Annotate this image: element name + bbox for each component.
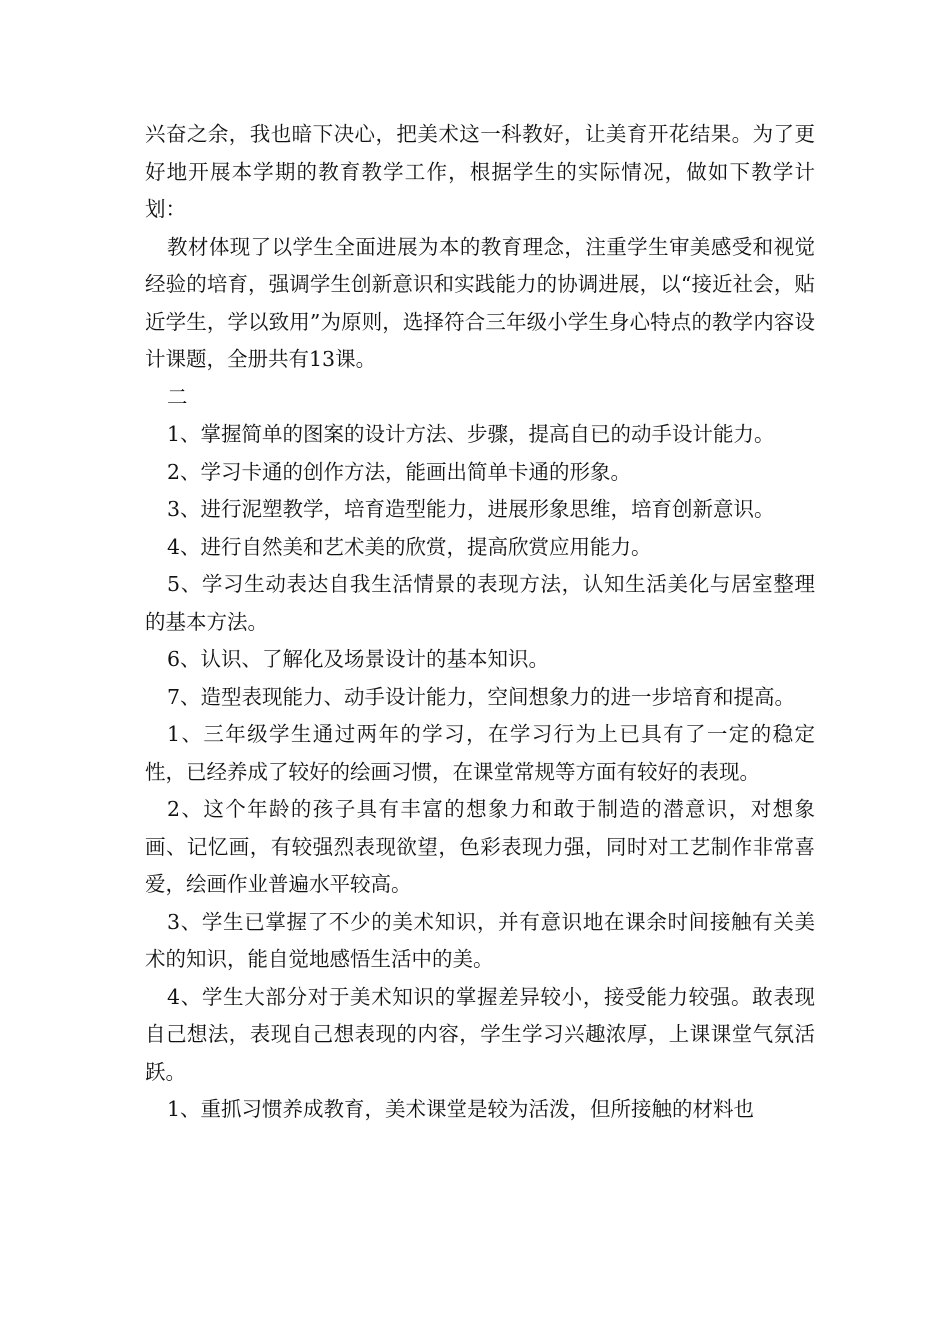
document-page	[145, 116, 815, 1129]
goal-item-6: 6、认识、了解化及场景设计的基本知识。	[167, 647, 550, 671]
goal-item-1: 1、掌握简单的图案的设计方法、步骤，提高自已的动手设计能力。	[167, 422, 775, 446]
goal-item-7: 7、造型表现能力、动手设计能力，空间想象力的进一步培育和提高。	[167, 684, 796, 709]
goal-item-5: 5、学习生动表达自我生活情景的表现方法，认知生活美化与居室整理的基本方法。	[145, 572, 815, 634]
paragraph-intro: 兴奋之余，我也暗下决心，把美术这一科教好，让美育开花结果。为了更好地开展本学期的教育教学工作，根据学生的实际情况，做如下教学计划：	[145, 122, 815, 221]
measure-item-1: 1、重抓习惯养成教育，美术课堂是较为活泼，但所接触的材料也	[167, 1097, 755, 1121]
student-analysis-4: 4、学生大部分对于美术知识的掌握差异较小，接受能力较强。敢表现自己想法，表现自己想表现的内容，学生学习兴趣浓厚，上课课堂气氛活跃。	[145, 984, 815, 1084]
student-analysis-1: 1、三年级学生通过两年的学习，在学习行为上已具有了一定的稳定性，已经养成了较好的绘画习惯，在课堂常规等方面有较好的表现。	[145, 722, 815, 784]
student-analysis-2: 2、这个年龄的孩子具有丰富的想象力和敢于制造的潜意识，对想象画、记忆画，有较强烈表现欲望，色彩表现力强，同时对工艺制作非常喜爱，绘画作业普遍水平较高。	[145, 797, 815, 896]
student-analysis-3: 3、学生已掌握了不少的美术知识，并有意识地在课余时间接触有关美术的知识，能自觉地感悟生活中的美。	[145, 909, 815, 971]
section-heading-two: 二	[167, 384, 188, 409]
paragraph-textbook: 教材体现了以学生全面进展为本的教育理念，注重学生审美感受和视觉经验的培育，强调学生创新意识和实践能力的协调进展，以“接近社会，贴近学生，学以致用”为原则，选择符合三年级小学生身心特点的教学内容设计课题，全册共有13课。	[145, 234, 815, 371]
goal-item-3: 3、进行泥塑教学，培育造型能力，进展形象思维，培育创新意识。	[167, 497, 775, 521]
goal-item-4: 4、进行自然美和艺术美的欣赏，提高欣赏应用能力。	[167, 534, 652, 559]
goal-item-2: 2、学习卡通的创作方法，能画出简单卡通的形象。	[167, 459, 632, 484]
